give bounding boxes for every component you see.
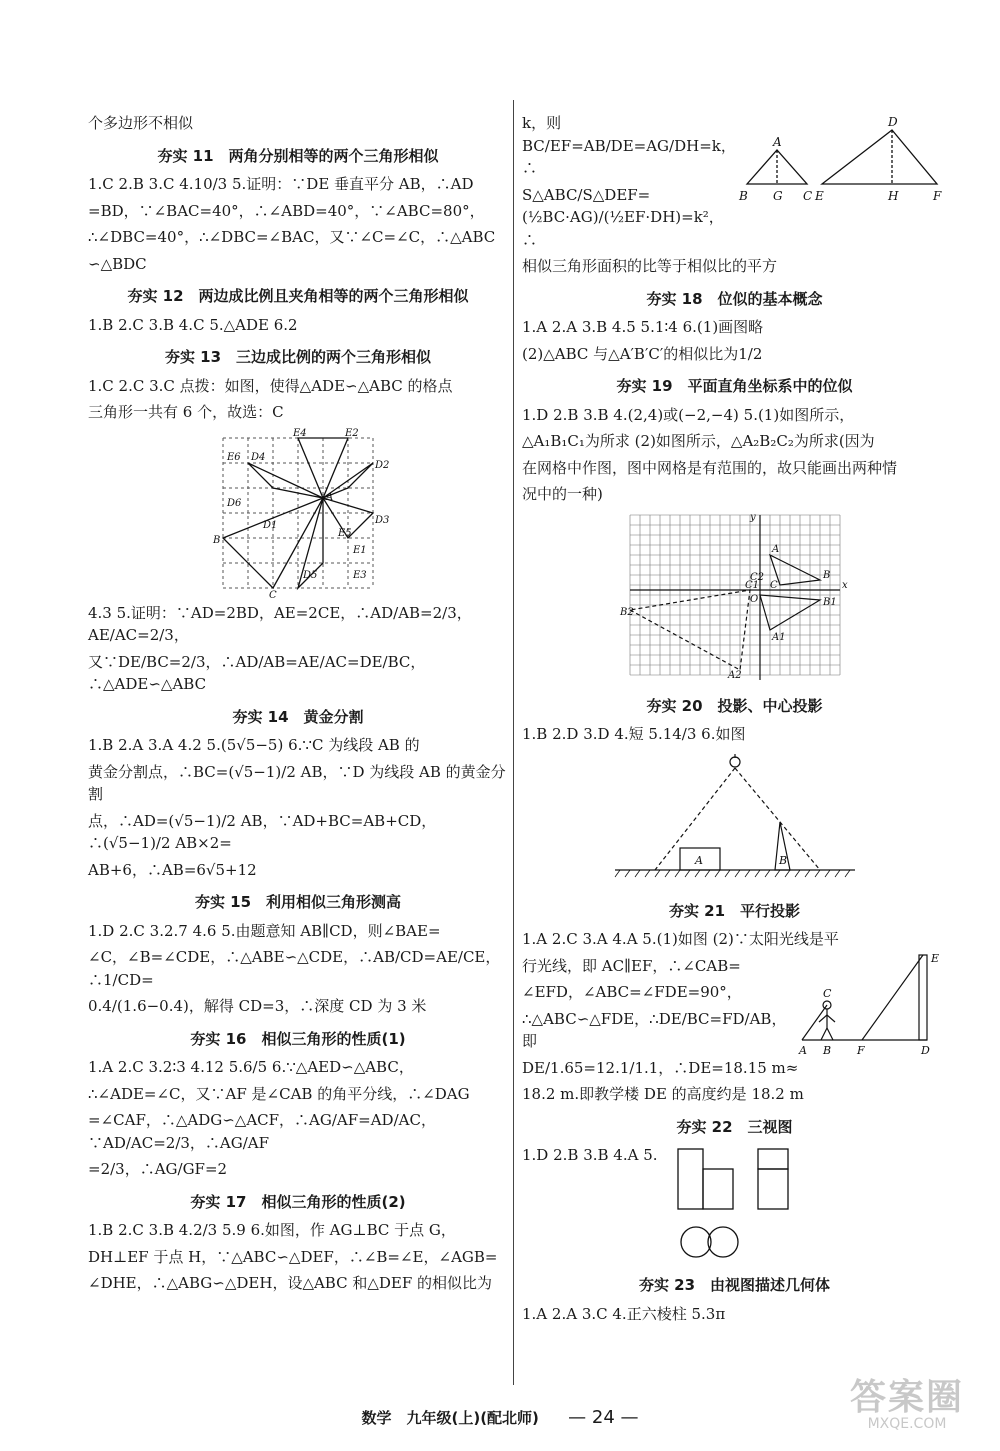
svg-text:B: B xyxy=(778,853,787,867)
svg-text:A: A xyxy=(773,135,782,149)
footer-subject: 数学 九年级(上)(配北师) xyxy=(361,1409,539,1427)
ratio-text xyxy=(522,112,737,255)
svg-text:E3: E3 xyxy=(353,569,367,581)
svg-text:C: C xyxy=(769,579,778,591)
column-divider xyxy=(513,100,514,1385)
central-projection-figure xyxy=(615,750,855,890)
svg-text:A: A xyxy=(694,853,703,867)
svg-text:A: A xyxy=(326,491,334,503)
text-row: ∽△BDC xyxy=(88,254,147,273)
text-row: DE/1.65=12.1/1.1，∴DE=18.15 m≈ xyxy=(522,1058,799,1077)
section-heading-22: 夯实 22 三视图 xyxy=(676,1117,793,1136)
grid-triangles-figure xyxy=(213,427,390,601)
coordinate-grid-figure xyxy=(620,510,850,685)
text-row: k，则 BC/EF=AB/DE=AG/DH=k，∴ xyxy=(522,114,736,177)
text-row: 1.D 2.B 3.B 4.(2,4)或(−2,−4) 5.(1)如图所示， xyxy=(522,405,855,424)
text-row: 黄金分割点，∴BC=(√5−1)/2 AB，∵D 为线段 AB 的黄金分割 xyxy=(88,762,506,803)
text-row: S△ABC/S△DEF=(½BC·AG)/(½EF·DH)=k²，∴ xyxy=(522,185,724,249)
text-row: 0.4/(1.6−0.4)，解得 CD=3，∴深度 CD 为 3 米 xyxy=(88,997,427,1015)
text-row: △A₁B₁C₁为所求 (2)如图所示，△A₂B₂C₂为所求(因为 xyxy=(522,432,875,450)
watermark-logo xyxy=(832,1369,982,1439)
text-row: ∴∠DBC=40°，∴∠DBC=∠BAC，又∵∠C=∠C，∴△ABC xyxy=(88,228,496,246)
section-heading-13: 夯实 13 三边成比例的两个三角形相似 xyxy=(164,348,432,366)
svg-text:C: C xyxy=(269,589,277,601)
svg-text:D4: D4 xyxy=(251,451,266,463)
right-column xyxy=(522,112,947,1329)
text-row: 1.B 2.D 3.D 4.短 5.14/3 6.如图 xyxy=(522,725,746,743)
text-row: 况中的一种) xyxy=(522,485,603,503)
watermark-text: 答案圈 xyxy=(849,1377,964,1418)
text-row: 1.A 2.C 3.A 4.A 5.(1)如图 (2)∵太阳光线是平 xyxy=(522,930,839,948)
text-row: 个多边形不相似 xyxy=(88,114,194,132)
text-row: 1.A 2.C 3.2∶3 4.12 5.6/5 6.∵△AED∽△ABC， xyxy=(88,1058,414,1076)
text-row: 在网格中作图，图中网格是有范围的，故只能画出两种情 xyxy=(522,458,898,477)
text-row: =BD，∵∠BAC=40°，∴∠ABD=40°，∵∠ABC=80°， xyxy=(88,201,485,220)
svg-text:B: B xyxy=(823,1044,832,1057)
svg-text:G: G xyxy=(773,189,783,203)
section-heading-17: 夯实 17 相似三角形的性质(2) xyxy=(190,1192,406,1211)
text-row: 4.3 5.证明：∵AD=2BD，AE=2CE，∴AD/AB=2/3，AE/AC=2/3， xyxy=(88,603,472,644)
text-row: 1.D 2.C 3.2.7 4.6 5.由题意知 AB∥CD，则∠BAE= xyxy=(88,921,441,940)
text-row: ∴△ABC∽△FDE，∴DE/BC=FD/AB，即 xyxy=(522,1009,787,1050)
section-heading-16: 夯实 16 相似三角形的性质(1) xyxy=(190,1029,406,1048)
svg-text:D3: D3 xyxy=(375,514,390,526)
svg-text:D: D xyxy=(921,1044,930,1057)
svg-text:B: B xyxy=(822,569,830,581)
svg-text:F: F xyxy=(933,189,942,203)
text-row: ∠EFD，∠ABC=∠FDE=90°， xyxy=(522,983,742,1001)
text-row: 1.A 2.A 3.C 4.正六棱柱 5.3π xyxy=(522,1304,726,1323)
text-row: ∠C，∠B=∠CDE，∴△ABE∽△CDE，∴AB/CD=AE/CE，∴1/CD= xyxy=(88,948,501,989)
text-row: AB+6，∴AB=6√5+12 xyxy=(88,860,257,879)
section-heading-14: 夯实 14 黄金分割 xyxy=(232,707,364,726)
parallel-projection-block xyxy=(522,928,947,1057)
svg-text:C1: C1 xyxy=(744,579,759,591)
triangles-figure xyxy=(737,112,947,212)
section-heading-18: 夯实 18 位似的基本概念 xyxy=(646,289,823,308)
left-column xyxy=(88,112,508,1299)
text-row: 18.2 m.即教学楼 DE 的高度约是 18.2 m xyxy=(522,1085,804,1103)
section-heading-11: 夯实 11 两角分别相等的两个三角形相似 xyxy=(157,146,439,165)
section-heading-23: 夯实 23 由视图描述几何体 xyxy=(638,1276,831,1294)
text-row: 1.D 2.B 3.B 4.A 5. xyxy=(522,1146,658,1164)
svg-text:C2: C2 xyxy=(749,571,764,583)
text-row: 1.C 2.B 3.C 4.10/3 5.证明：∵DE 垂直平分 AB，∴AD xyxy=(88,175,474,193)
svg-text:D6: D6 xyxy=(227,497,242,509)
parallel-projection-figure xyxy=(797,950,947,1060)
svg-text:D2: D2 xyxy=(375,459,390,471)
svg-text:H: H xyxy=(888,189,899,203)
text-row: 1.B 2.C 3.B 4.C 5.△ADE 6.2 xyxy=(88,315,298,334)
svg-text:A1: A1 xyxy=(771,631,786,643)
svg-text:E4: E4 xyxy=(293,427,307,439)
svg-text:O: O xyxy=(749,593,758,605)
svg-text:B2: B2 xyxy=(619,606,634,618)
svg-text:y: y xyxy=(749,511,756,523)
text-row: 行光线，即 AC∥EF，∴∠CAB= xyxy=(522,956,741,975)
text-row: ∴∠ADE=∠C，又∵AF 是∠CAB 的角平分线，∴∠DAG xyxy=(88,1084,470,1103)
svg-text:E1: E1 xyxy=(353,544,367,556)
text-row: =2/3，∴AG/GF=2 xyxy=(88,1160,228,1178)
text-row: 三角形一共有 6 个，故选：C xyxy=(88,403,284,421)
text-row: 1.B 2.A 3.A 4.2 5.(5√5−5) 6.∵C 为线段 AB 的 xyxy=(88,736,420,754)
text-row: 又∵DE/BC=2/3，∴AD/AB=AE/AC=DE/BC，∴△ADE∽△ABC xyxy=(88,652,426,693)
svg-text:E: E xyxy=(815,189,824,203)
section-heading-12: 夯实 12 两边成比例且夹角相等的两个三角形相似 xyxy=(127,287,469,305)
similar-triangles-block xyxy=(522,112,947,255)
svg-text:E6: E6 xyxy=(227,451,241,463)
text-row: (2)△ABC 与△A′B′C′的相似比为1/2 xyxy=(522,344,763,363)
text-row: DH⊥EF 于点 H，∵△ABC∽△DEF，∴∠B=∠E，∠AGB= xyxy=(88,1247,498,1266)
section-heading-21: 夯实 21 平行投影 xyxy=(668,901,801,920)
svg-text:D1: D1 xyxy=(263,519,278,531)
text-row: =∠CAF，∴△ADG∽△ACF，∴AG/AF=AD/AC，∵AD/AC=2/3，∴AG/AF xyxy=(88,1111,436,1152)
text-row: 相似三角形面积的比等于相似比的平方 xyxy=(522,257,778,275)
svg-text:E5: E5 xyxy=(338,527,352,539)
page-number: — 24 — xyxy=(568,1407,639,1428)
text-row: 点，∴AD=(√5−1)/2 AB，∵AD+BC=AB+CD，∴(√5−1)/2 AB×2= xyxy=(88,811,437,852)
svg-text:D: D xyxy=(888,115,898,129)
svg-text:B: B xyxy=(213,534,221,546)
svg-text:D5: D5 xyxy=(303,569,318,581)
section-heading-15: 夯实 15 利用相似三角形测高 xyxy=(194,893,402,911)
svg-text:A: A xyxy=(771,543,779,555)
three-views-figure xyxy=(668,1144,848,1264)
three-views-block xyxy=(522,1144,947,1264)
svg-text:B: B xyxy=(739,189,748,203)
section-heading-20: 夯实 20 投影、中心投影 xyxy=(646,696,823,715)
svg-text:F: F xyxy=(857,1044,865,1057)
svg-text:B1: B1 xyxy=(822,596,837,608)
svg-text:A2: A2 xyxy=(727,669,742,681)
text-row: 1.C 2.C 3.C 点拨：如图，使得△ADE∽△ABC 的格点 xyxy=(88,376,453,395)
svg-text:A: A xyxy=(799,1044,807,1057)
text-row: 1.B 2.C 3.B 4.2/3 5.9 6.如图，作 AG⊥BC 于点 G， xyxy=(88,1221,456,1239)
svg-text:E: E xyxy=(931,952,940,965)
watermark-url: MXQE.COM xyxy=(867,1416,947,1432)
svg-text:x: x xyxy=(841,579,848,591)
svg-text:C: C xyxy=(823,987,832,1000)
svg-text:E2: E2 xyxy=(345,427,359,439)
svg-text:C: C xyxy=(803,189,813,203)
text-row: ∠DHE，∴△ABG∽△DEH，设△ABC 和△DEF 的相似比为 xyxy=(88,1274,493,1292)
section-heading-19: 夯实 19 平面直角坐标系中的位似 xyxy=(616,377,853,395)
text-row: 1.A 2.A 3.B 4.5 5.1∶4 6.(1)画图略 xyxy=(522,318,764,336)
